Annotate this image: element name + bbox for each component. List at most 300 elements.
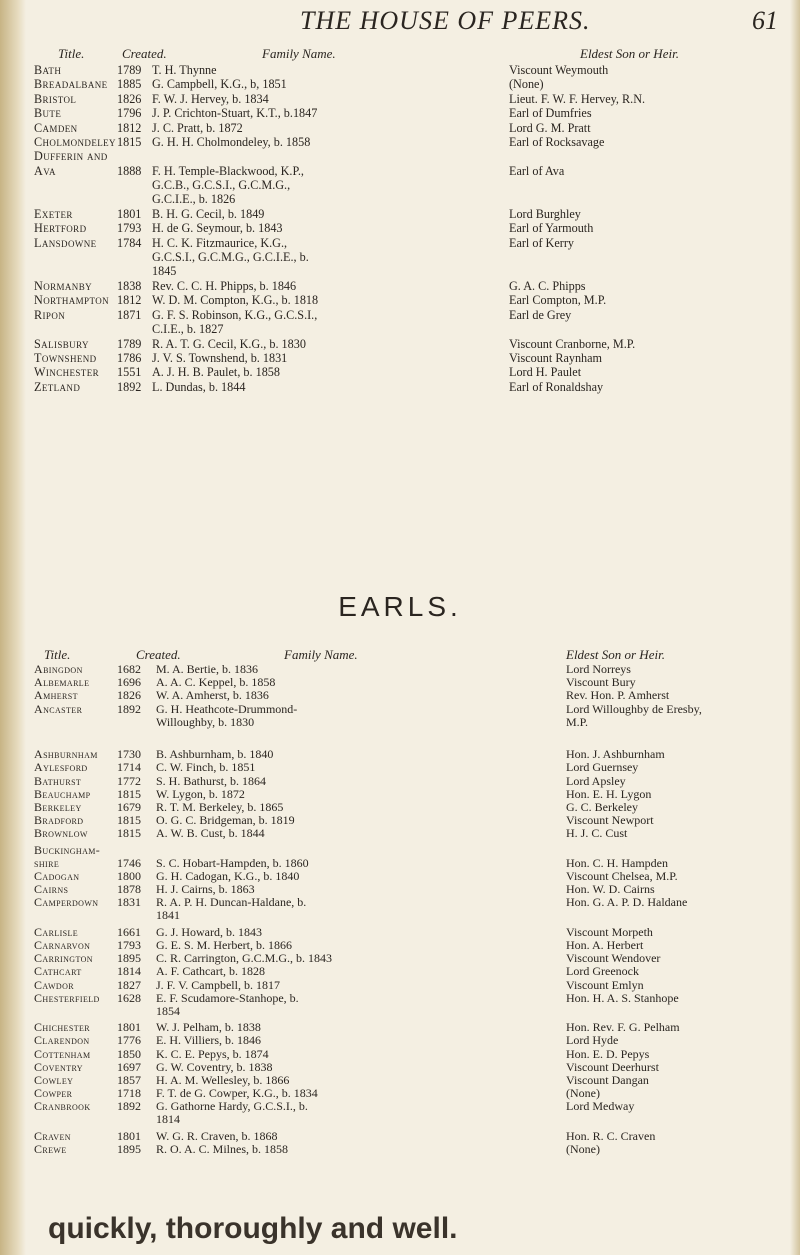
peer-title: Hertford [34, 221, 87, 236]
heir-line: Rev. Hon. P. Amherst [566, 688, 670, 703]
created-year: 1826 [117, 91, 142, 106]
family-name-line: R. A. P. H. Duncan-Haldane, b. [156, 895, 307, 910]
peer-title: Breadalbane [34, 77, 108, 92]
eldest-son-or-heir [566, 965, 639, 978]
heir-line: Hon. A. Herbert [566, 938, 644, 952]
heir-line: Viscount Bury [566, 675, 636, 690]
eldest-son-or-heir [566, 1087, 600, 1100]
eldest-son-or-heir [566, 1048, 649, 1061]
eldest-son-or-heir [566, 883, 655, 896]
peer-title: Coventry [34, 1059, 83, 1074]
family-name [152, 337, 306, 351]
created-year: 1772 [117, 773, 141, 788]
family-name-line: J. V. S. Townshend, b. 1831 [152, 351, 288, 365]
eldest-son-or-heir [566, 992, 679, 1005]
created-year: 1793 [117, 221, 142, 236]
heir-line: (None) [566, 1086, 600, 1101]
family-name [152, 207, 264, 221]
eldest-son-or-heir [509, 92, 645, 106]
heir-line: Viscount Cranborne, M.P. [509, 336, 636, 351]
peer-title: Clarendon [34, 1033, 90, 1048]
earls-header-created: Created. [136, 647, 181, 662]
heir-line: Hon. E. D. Pepys [566, 1046, 650, 1061]
heir-line: Lord Burghley [509, 207, 581, 221]
heir-line: Earl of Rocksavage [509, 135, 605, 149]
earls-header-title: Title. [44, 647, 71, 662]
family-name-line: F. H. Temple-Blackwood, K.P., [152, 163, 304, 178]
created-year: 1718 [117, 1086, 141, 1101]
peer-title: Beauchamp [34, 786, 91, 801]
eldest-son-or-heir [566, 857, 668, 870]
eldest-son-or-heir [509, 77, 544, 91]
family-name [156, 1143, 288, 1156]
peer-title: Cranbrook [34, 1099, 91, 1114]
family-name [156, 676, 275, 689]
peer-title: Bath [34, 63, 62, 77]
family-name-line: C.I.E., b. 1827 [152, 321, 224, 336]
family-name-line: G. H. Heathcote-Drummond- [156, 701, 298, 716]
eldest-son-or-heir [509, 293, 606, 307]
created-year: 1815 [117, 826, 141, 841]
family-name [156, 992, 299, 1018]
created-year: 1827 [117, 977, 141, 992]
peer-title: Cairns [34, 882, 69, 897]
page-right-edge [790, 0, 800, 1255]
family-name-line: 1841 [156, 908, 180, 923]
created-year: 1815 [117, 786, 141, 801]
family-name-line: G. E. S. M. Herbert, b. 1866 [156, 938, 292, 952]
family-name [156, 748, 273, 761]
created-year: 1814 [117, 964, 141, 979]
eldest-son-or-heir [566, 1034, 618, 1047]
eldest-son-or-heir [566, 801, 638, 814]
family-name [156, 689, 269, 702]
family-name [152, 308, 317, 336]
family-name-line: H. A. M. Wellesley, b. 1866 [156, 1073, 290, 1087]
heir-line: Hon. W. D. Cairns [566, 882, 655, 897]
eldest-son-or-heir [509, 164, 564, 178]
peer-title: Buckingham- [34, 842, 101, 857]
family-name [152, 77, 287, 91]
header-created: Created. [122, 46, 167, 61]
eldest-son-or-heir [509, 236, 574, 250]
eldest-son-or-heir [566, 1100, 634, 1113]
family-name [152, 121, 243, 135]
peer-title: Berkeley [34, 800, 82, 814]
peer-title: Lansdowne [34, 235, 97, 250]
eldest-son-or-heir [566, 939, 643, 952]
heir-line: H. J. C. Cust [566, 826, 628, 841]
family-name-line: W. G. R. Craven, b. 1868 [156, 1128, 278, 1143]
heir-line: Earl of Ava [509, 163, 565, 178]
family-name [152, 135, 310, 149]
family-name-line: H. de G. Seymour, b. 1843 [152, 221, 283, 236]
family-name-line: T. H. Thynne [152, 63, 217, 77]
family-name-line: A. A. C. Keppel, b. 1858 [156, 675, 276, 690]
eldest-son-or-heir [509, 337, 635, 351]
heir-line: Lord H. Paulet [509, 365, 582, 380]
created-year: 1776 [117, 1033, 141, 1048]
family-name [152, 293, 318, 307]
family-name-line: G.C.S.I., G.C.M.G., G.C.I.E., b. [152, 249, 309, 264]
created-year: 1796 [117, 106, 142, 121]
created-year: 1789 [117, 63, 142, 77]
created-year: 1784 [117, 235, 142, 250]
family-name [152, 92, 269, 106]
peer-title: Ashburnham [34, 747, 98, 762]
peer-title: Townshend [34, 351, 97, 365]
peer-title: Camden [34, 120, 78, 135]
family-name [152, 106, 317, 120]
family-name [152, 63, 217, 77]
eldest-son-or-heir [566, 814, 654, 827]
earls-header-family-name: Family Name. [284, 647, 358, 662]
family-name [156, 1034, 261, 1047]
family-name [156, 788, 245, 801]
page-binding-edge [0, 0, 26, 1255]
family-name [156, 896, 306, 922]
family-name [156, 1100, 308, 1126]
peer-title: Bathurst [34, 773, 82, 788]
header-heir: Eldest Son or Heir. [580, 46, 679, 61]
family-name-line: W. D. M. Compton, K.G., b. 1818 [152, 293, 319, 308]
created-year: 1885 [117, 77, 142, 92]
family-name [156, 952, 332, 965]
heir-line: Hon. C. H. Hampden [566, 855, 668, 870]
created-year: 1801 [117, 1020, 141, 1035]
page-number: 61 [752, 6, 778, 35]
created-year: 1801 [117, 207, 142, 221]
family-name-line: Rev. C. C. H. Phipps, b. 1846 [152, 279, 297, 293]
peer-title: Exeter [34, 207, 73, 221]
peer-title: Ava [34, 163, 56, 178]
heir-line: Earl of Kerry [509, 235, 574, 250]
created-year: 1696 [117, 675, 141, 690]
family-name-line: C. W. Finch, b. 1851 [156, 760, 256, 775]
created-year: 1551 [117, 365, 142, 380]
created-year: 1786 [117, 351, 142, 365]
eldest-son-or-heir [509, 121, 591, 135]
created-year: 1826 [117, 688, 141, 703]
eldest-son-or-heir [566, 761, 638, 774]
peer-title: Cholmondeley [34, 135, 116, 149]
peer-title: Cottenham [34, 1046, 91, 1061]
peer-title: Carrington [34, 951, 93, 966]
peer-title: Salisbury [34, 336, 89, 351]
family-name-line: E. H. Villiers, b. 1846 [156, 1033, 262, 1048]
heir-line: G. C. Berkeley [566, 800, 638, 814]
peer-title: Abingdon [34, 662, 83, 676]
heir-line: Earl of Yarmouth [509, 221, 594, 236]
eldest-son-or-heir [566, 663, 631, 676]
family-name [152, 279, 296, 293]
family-name [156, 1087, 318, 1100]
eldest-son-or-heir [566, 1130, 655, 1143]
heir-line: Earl of Dumfries [509, 106, 592, 121]
eldest-son-or-heir [509, 279, 586, 293]
peer-title: shire [34, 855, 60, 870]
peer-title: Cawdor [34, 977, 74, 992]
heir-line: Viscount Newport [566, 813, 654, 828]
family-name-line: S. H. Bathurst, b. 1864 [156, 773, 267, 788]
family-name-line: B. H. G. Cecil, b. 1849 [152, 207, 265, 221]
eldest-son-or-heir [509, 351, 602, 365]
eldest-son-or-heir [566, 689, 669, 702]
created-year: 1800 [117, 869, 141, 883]
eldest-son-or-heir [566, 979, 644, 992]
family-name-line: F. W. J. Hervey, b. 1834 [152, 91, 269, 106]
heir-line: Lord Norreys [566, 662, 631, 676]
eldest-son-or-heir [509, 365, 581, 379]
family-name [152, 380, 245, 394]
heir-line: Viscount Morpeth [566, 924, 653, 939]
heir-line: Viscount Weymouth [509, 63, 609, 77]
family-name-line: R. T. M. Berkeley, b. 1865 [156, 800, 284, 814]
family-name [152, 236, 309, 278]
eldest-son-or-heir [566, 827, 627, 840]
heir-line: Lieut. F. W. F. Hervey, R.N. [509, 91, 646, 106]
heir-line: Earl Compton, M.P. [509, 293, 607, 308]
family-name-line: W. J. Pelham, b. 1838 [156, 1020, 261, 1035]
family-name-line: W. Lygon, b. 1872 [156, 786, 245, 801]
family-name [156, 827, 265, 840]
peer-title: Camperdown [34, 895, 99, 910]
eldest-son-or-heir [509, 135, 604, 149]
eldest-son-or-heir [566, 952, 660, 965]
peer-title: Dufferin and [34, 149, 108, 164]
family-name [156, 870, 299, 883]
family-name-line: G. W. Coventry, b. 1838 [156, 1059, 273, 1074]
created-year: 1697 [117, 1059, 141, 1074]
peer-title: Carnarvon [34, 938, 91, 952]
peer-title: Albemarle [34, 675, 90, 690]
created-year: 1714 [117, 760, 141, 775]
created-year: 1892 [117, 379, 142, 394]
family-name [156, 775, 266, 788]
family-name [156, 663, 258, 676]
family-name [156, 814, 295, 827]
family-name-line: 1814 [156, 1112, 180, 1127]
heir-line: G. A. C. Phipps [509, 279, 586, 293]
family-name-line: F. T. de G. Cowper, K.G., b. 1834 [156, 1086, 318, 1101]
eldest-son-or-heir [509, 207, 581, 221]
family-name-line: G.C.B., G.C.S.I., G.C.M.G., [152, 177, 291, 192]
family-name-line: B. Ashburnham, b. 1840 [156, 747, 274, 762]
peer-title: Cathcart [34, 964, 82, 979]
peer-title: Aylesford [34, 760, 88, 775]
family-name [156, 761, 255, 774]
created-year: 1895 [117, 1142, 141, 1156]
created-year: 1730 [117, 747, 141, 762]
heir-line: (None) [509, 77, 544, 92]
created-year: 1888 [117, 163, 142, 178]
earls-header-heir: Eldest Son or Heir. [566, 647, 665, 662]
created-year: 1857 [117, 1073, 141, 1087]
peer-title: Ripon [34, 307, 66, 322]
eldest-son-or-heir [509, 221, 593, 235]
peer-title: Ancaster [34, 701, 83, 716]
earls-section-heading: EARLS. [338, 591, 462, 622]
heir-line: Hon. E. H. Lygon [566, 786, 652, 801]
family-name [156, 1021, 261, 1034]
heir-line: Hon. G. A. P. D. Haldane [566, 895, 688, 910]
family-name-line: W. A. Amherst, b. 1836 [156, 688, 269, 703]
family-name-line: 1854 [156, 1003, 180, 1018]
family-name [152, 365, 280, 379]
peer-title: Crewe [34, 1142, 67, 1156]
peer-title: Chesterfield [34, 990, 100, 1005]
heir-line: Lord Hyde [566, 1033, 619, 1048]
family-name-line: G. H. H. Cholmondeley, b. 1858 [152, 135, 311, 149]
family-name-line: K. C. E. Pepys, b. 1874 [156, 1046, 269, 1061]
eldest-son-or-heir [566, 1061, 659, 1074]
created-year: 1812 [117, 293, 142, 308]
eldest-son-or-heir [509, 106, 592, 120]
heir-line: Lord Medway [566, 1099, 635, 1114]
peer-title: Brownlow [34, 826, 88, 841]
heir-line: Hon. H. A. S. Stanhope [566, 990, 679, 1005]
family-name-line: L. Dundas, b. 1844 [152, 379, 246, 394]
heir-line: Lord Willoughby de Eresby, [566, 701, 702, 716]
family-name-line: 1845 [152, 263, 177, 278]
created-year: 1801 [117, 1128, 141, 1143]
heir-line: Earl of Ronaldshay [509, 379, 604, 394]
created-year: 1892 [117, 701, 141, 716]
heir-line: Earl de Grey [509, 307, 572, 322]
created-year: 1812 [117, 120, 142, 135]
header-title: Title. [58, 46, 85, 61]
created-year: 1850 [117, 1046, 141, 1061]
eldest-son-or-heir [566, 1143, 600, 1156]
family-name-line: R. O. A. C. Milnes, b. 1858 [156, 1142, 289, 1156]
family-name-line: A. J. H. B. Paulet, b. 1858 [152, 365, 280, 380]
family-name [156, 703, 297, 729]
header-family-name: Family Name. [262, 46, 336, 61]
heir-line: Viscount Raynham [509, 351, 603, 365]
peer-title: Bristol [34, 91, 77, 106]
heir-line: (None) [566, 1142, 600, 1156]
family-name-line: H. C. K. Fitzmaurice, K.G., [152, 235, 288, 250]
eldest-son-or-heir [509, 308, 571, 322]
family-name [156, 1048, 269, 1061]
family-name-line: O. G. C. Bridgeman, b. 1819 [156, 813, 295, 828]
created-year: 1871 [117, 307, 142, 322]
family-name-line: G. Gathorne Hardy, G.C.S.I., b. [156, 1099, 308, 1114]
family-name [156, 939, 292, 952]
created-year: 1838 [117, 279, 142, 293]
peer-title: Normanby [34, 279, 93, 293]
heir-line: Hon. Rev. F. G. Pelham [566, 1020, 680, 1035]
peer-title: Cowper [34, 1086, 73, 1101]
eldest-son-or-heir [566, 775, 626, 788]
family-name-line: G.C.I.E., b. 1826 [152, 191, 236, 206]
family-name [156, 801, 283, 814]
created-year: 1746 [117, 855, 141, 870]
family-name [152, 221, 283, 235]
heir-line: Viscount Deerhurst [566, 1059, 659, 1074]
peer-title: Chichester [34, 1020, 91, 1035]
heir-line: Lord Greenock [566, 964, 639, 979]
eldest-son-or-heir [566, 788, 651, 801]
family-name-line: J. P. Crichton-Stuart, K.T., b.1847 [152, 106, 318, 121]
created-year: 1661 [117, 924, 141, 939]
heir-line: M.P. [566, 714, 589, 729]
peer-title: Carlisle [34, 924, 79, 939]
family-name-line: C. R. Carrington, G.C.M.G., b. 1843 [156, 951, 333, 966]
family-name-line: E. F. Scudamore-Stanhope, b. [156, 990, 299, 1005]
family-name-line: G. J. Howard, b. 1843 [156, 924, 262, 939]
peer-title: Craven [34, 1128, 71, 1143]
family-name-line: G. H. Cadogan, K.G., b. 1840 [156, 869, 300, 883]
heir-line: Lord G. M. Pratt [509, 120, 591, 135]
created-year: 1679 [117, 800, 141, 814]
footer-advertisement-text: quickly, thoroughly and well. [48, 1212, 458, 1245]
family-name [156, 926, 262, 939]
eldest-son-or-heir [566, 1074, 649, 1087]
created-year: 1815 [117, 813, 141, 828]
peer-title: Bute [34, 106, 62, 121]
running-title: THE HOUSE OF PEERS. [300, 6, 591, 35]
created-year: 1892 [117, 1099, 141, 1114]
family-name-line: A. W. B. Cust, b. 1844 [156, 826, 265, 841]
heir-line: Lord Apsley [566, 773, 626, 788]
heir-line: Viscount Emlyn [566, 977, 644, 992]
peer-title: Cowley [34, 1073, 74, 1087]
heir-line: Lord Guernsey [566, 760, 639, 775]
family-name-line: S. C. Hobart-Hampden, b. 1860 [156, 855, 309, 870]
running-header [0, 6, 800, 36]
peer-title: Zetland [34, 379, 81, 394]
peer-title: Winchester [34, 365, 100, 380]
eldest-son-or-heir [566, 870, 678, 883]
eldest-son-or-heir [566, 703, 702, 729]
created-year: 1878 [117, 882, 141, 897]
eldest-son-or-heir [566, 896, 687, 909]
family-name-line: R. A. T. G. Cecil, K.G., b. 1830 [152, 336, 306, 351]
peer-title: Northampton [34, 293, 110, 308]
created-year: 1682 [117, 662, 141, 676]
eldest-son-or-heir [509, 63, 608, 77]
eldest-son-or-heir [566, 1021, 680, 1034]
family-name [156, 965, 265, 978]
family-name-line: Willoughby, b. 1830 [156, 714, 255, 729]
created-year: 1815 [117, 135, 142, 149]
peer-title: Cadogan [34, 869, 80, 883]
eldest-son-or-heir [566, 676, 636, 689]
family-name-line: M. A. Bertie, b. 1836 [156, 662, 258, 676]
heir-line: Viscount Chelsea, M.P. [566, 869, 678, 883]
family-name-line: G. F. S. Robinson, K.G., G.C.S.I., [152, 307, 318, 322]
family-name [156, 979, 280, 992]
family-name [156, 1130, 278, 1143]
family-name [156, 1074, 289, 1087]
family-name [156, 883, 255, 896]
family-name-line: H. J. Cairns, b. 1863 [156, 882, 255, 897]
family-name-line: G. Campbell, K.G., b, 1851 [152, 77, 287, 92]
heir-line: Hon. J. Ashburnham [566, 747, 665, 762]
eldest-son-or-heir [566, 748, 665, 761]
family-name [152, 164, 304, 206]
peer-title: Bradford [34, 813, 84, 828]
family-name [156, 857, 309, 870]
created-year: 1789 [117, 336, 142, 351]
heir-line: Hon. R. C. Craven [566, 1128, 656, 1143]
peer-title: Amherst [34, 688, 78, 703]
eldest-son-or-heir [509, 380, 603, 394]
created-year: 1831 [117, 895, 141, 910]
family-name-line: J. C. Pratt, b. 1872 [152, 120, 243, 135]
family-name-line: J. F. V. Campbell, b. 1817 [156, 977, 280, 992]
